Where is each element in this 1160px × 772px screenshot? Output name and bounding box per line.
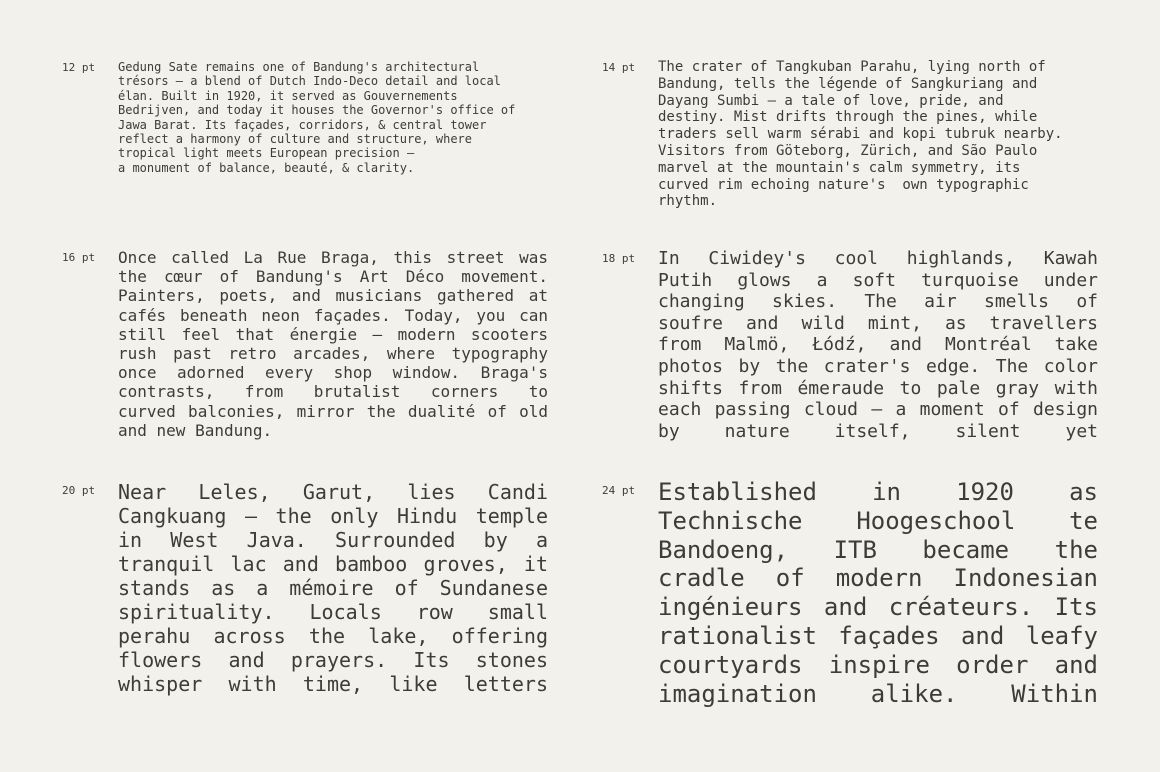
text-line: élan. Built in 1920, it served as Gouvernements — [118, 88, 458, 103]
text-line: Bandoeng, ITB became the — [658, 535, 1098, 564]
text-line: tranquil lac and bamboo groves, it — [118, 552, 548, 576]
text-line: whisper with time, like letters — [118, 672, 548, 696]
text-line: Visitors from Göteborg, Zürich, and São Paulo — [658, 142, 1038, 159]
text-line: each passing cloud — a moment of design — [658, 399, 1098, 421]
specimen-text-12pt — [118, 60, 548, 175]
text-line: stands as a mémoire of Sundanese — [118, 576, 548, 600]
text-line: still feel that énergie — modern scooters — [118, 324, 548, 344]
text-line: the cœur of Bandung's Art Déco movement. — [118, 267, 548, 287]
text-line: perahu across the lake, offering — [118, 624, 548, 648]
text-line: rush past retro arcades, where typography — [118, 343, 548, 363]
text-line: from Malmö, Łódź, and Montréal take — [658, 334, 1098, 356]
text-line: Near Leles, Garut, lies Candi — [118, 480, 548, 504]
text-line: Jawa Barat. Its façades, corridors, & central tower — [118, 117, 487, 132]
specimen-block-18pt — [602, 248, 1098, 442]
text-line: ingénieurs and créateurs. Its — [658, 593, 1098, 622]
specimen-block-20pt — [62, 480, 548, 696]
text-line: flowers and prayers. Its stones — [118, 648, 548, 672]
specimen-block-12pt — [62, 60, 548, 175]
specimen-text-24pt — [658, 478, 1098, 708]
text-line: marvel at the mountain's calm symmetry, its — [658, 159, 1021, 176]
size-label-20pt: 20 pt — [62, 484, 96, 497]
text-line: reflect a harmony of culture and structure, where — [118, 131, 473, 146]
text-line: spirituality. Locals row small — [118, 600, 548, 624]
text-line: traders sell warm sérabi and kopi tubruk nearby. — [658, 126, 1063, 143]
text-line: tropical light meets European precision — — [118, 146, 415, 161]
text-line: destiny. Mist drifts through the pines, while — [658, 109, 1038, 126]
text-line: rationalist façades and leafy — [658, 621, 1098, 650]
text-line: soufre and wild mint, as travellers — [658, 312, 1098, 334]
size-label-18pt: 18 pt — [602, 252, 636, 265]
text-line: contrasts, from brutalist corners to — [118, 382, 548, 402]
text-line: Technische Hoogeschool te — [658, 506, 1098, 535]
text-line: imagination alike. Within — [658, 679, 1098, 708]
text-line: photos by the crater's edge. The color — [658, 355, 1098, 377]
text-line: once adorned every shop window. Braga's — [118, 363, 548, 383]
text-line: Bedrijven, and today it houses the Governor's office of — [118, 103, 516, 118]
text-line: Painters, poets, and musicians gathered at — [118, 286, 548, 306]
text-line: by nature itself, silent yet — [658, 420, 1098, 442]
specimen-text-18pt — [658, 248, 1098, 442]
text-line: rhythm. — [658, 193, 718, 210]
text-line: Putih glows a soft turquoise under — [658, 269, 1098, 291]
text-line: in West Java. Surrounded by a — [118, 528, 548, 552]
specimen-text-20pt — [118, 480, 548, 696]
text-line: Dayang Sumbi — a tale of love, pride, and — [658, 92, 1004, 109]
size-label-16pt: 16 pt — [62, 251, 96, 264]
text-line: changing skies. The air smells of — [658, 291, 1098, 313]
text-line: Once called La Rue Braga, this street was — [118, 248, 548, 267]
specimen-block-14pt — [602, 59, 1098, 210]
text-line: The crater of Tangkuban Parahu, lying north of — [658, 59, 1046, 75]
text-line: cafés beneath neon façades. Today, you can — [118, 305, 548, 325]
text-line: Established in 1920 as — [658, 478, 1098, 506]
text-line: cradle of modern Indonesian — [658, 564, 1098, 593]
text-line: curved balconies, mirror the dualité of old — [118, 401, 548, 421]
text-line: trésors — a blend of Dutch Indo-Deco detail and local — [118, 74, 501, 89]
size-label-24pt: 24 pt — [602, 484, 636, 497]
text-line: Gedung Sate remains one of Bandung's architectural — [118, 60, 480, 74]
specimen-text-14pt — [658, 59, 1098, 210]
text-line: courtyards inspire order and — [658, 650, 1098, 679]
text-line: shifts from émeraude to pale gray with — [658, 377, 1098, 399]
text-line: a monument of balance, beauté, & clarity. — [118, 160, 415, 175]
text-line: Bandung, tells the légende of Sangkuriang and — [658, 75, 1038, 92]
text-line: curved rim echoing nature's own typographic — [658, 176, 1029, 193]
specimen-text-16pt — [118, 248, 548, 440]
specimen-block-24pt — [602, 478, 1098, 708]
text-line: Cangkuang — the only Hindu temple — [118, 504, 548, 528]
text-line: In Ciwidey's cool highlands, Kawah — [658, 248, 1098, 269]
specimen-block-16pt — [62, 248, 548, 440]
size-label-14pt: 14 pt — [602, 61, 636, 74]
size-label-12pt: 12 pt — [62, 61, 96, 74]
text-line: and new Bandung. — [118, 420, 273, 440]
